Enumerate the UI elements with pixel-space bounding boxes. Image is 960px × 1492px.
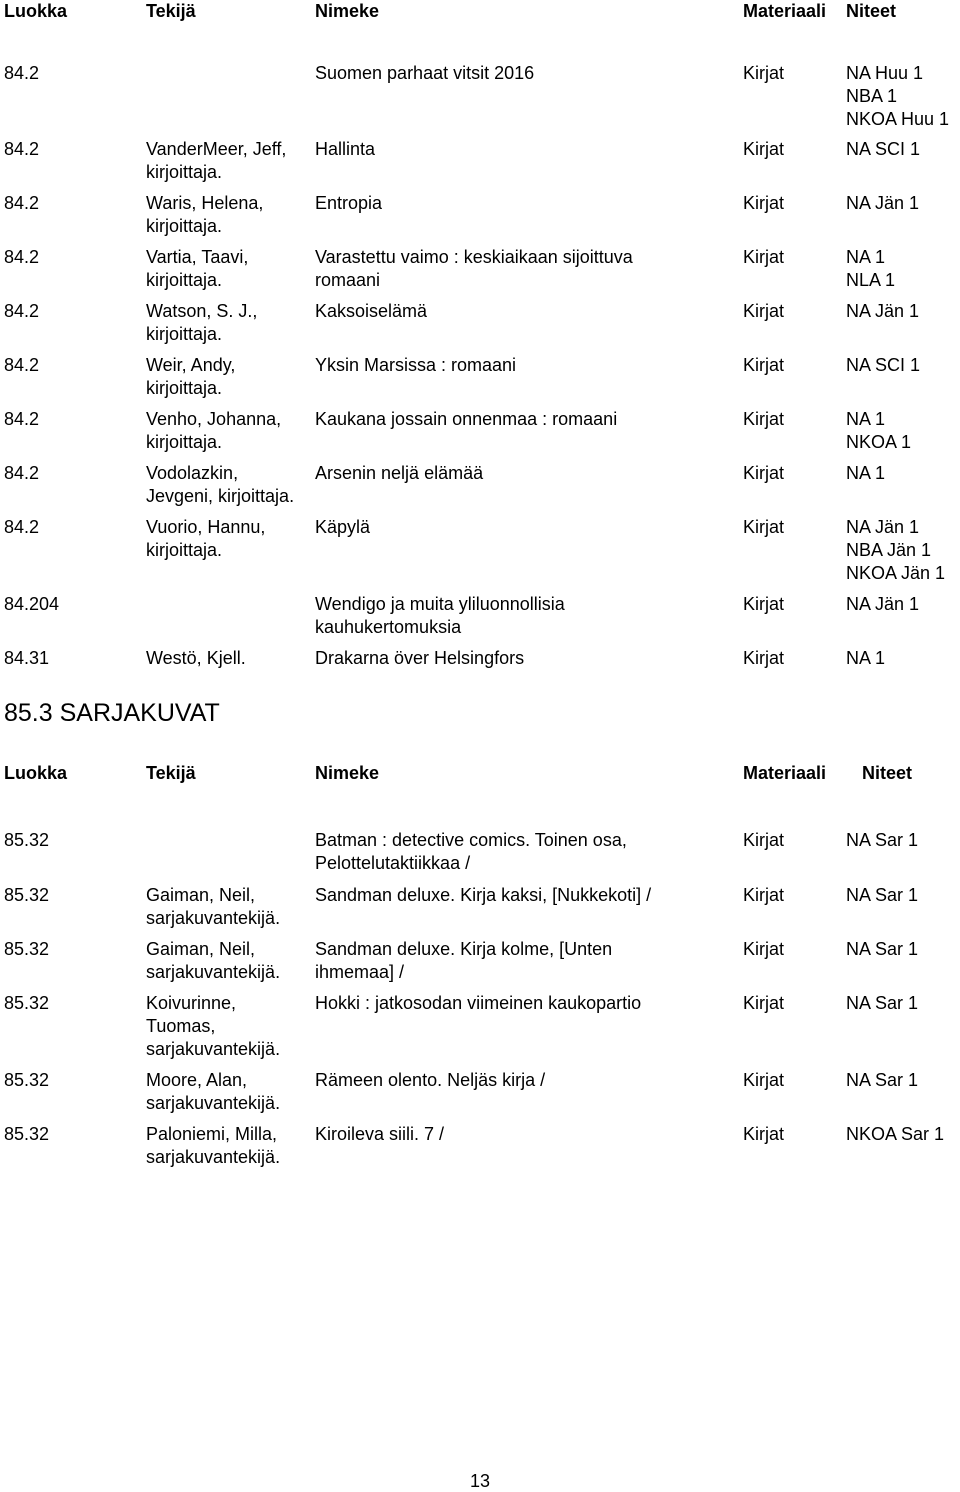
cell-nimeke: [315, 593, 735, 639]
cell-luokka: [4, 593, 142, 616]
cell-materiaali: [743, 192, 839, 215]
cell-luokka: [4, 354, 142, 377]
cell-luokka: [4, 647, 142, 670]
luokka-line: 84.2: [4, 139, 40, 159]
nimeke-line: Sandman deluxe. Kirja kaksi, [Nukkekoti] /: [315, 885, 652, 905]
tekija-line: sarjakuvantekijä.: [146, 908, 281, 928]
materiaali-line: Kirjat: [743, 355, 785, 375]
tekija-line: sarjakuvantekijä.: [146, 1147, 281, 1167]
header-tekija: Tekijä: [146, 1, 196, 21]
luokka-line: 84.2: [4, 409, 40, 429]
tekija-line: kirjoittaja.: [146, 540, 223, 560]
cell-niteet: [846, 516, 960, 585]
nimeke-line: Batman : detective comics. Toinen osa,: [315, 830, 627, 850]
niteet-line: NA Sar 1: [846, 885, 919, 905]
luokka-line: 84.2: [4, 247, 40, 267]
header-luokka: Luokka: [4, 1, 68, 21]
table2-header: [0, 762, 960, 784]
header-materiaali: Materiaali: [743, 763, 827, 783]
cell-tekija: [146, 938, 311, 984]
materiaali-line: Kirjat: [743, 301, 785, 321]
cell-niteet: [846, 593, 960, 616]
luokka-line: 84.2: [4, 193, 40, 213]
niteet-line: NA SCI 1: [846, 139, 921, 159]
nimeke-line: Suomen parhaat vitsit 2016: [315, 63, 535, 83]
niteet-line: NA Jän 1: [846, 193, 920, 213]
tekija-line: sarjakuvantekijä.: [146, 962, 281, 982]
tekija-line: Jevgeni, kirjoittaja.: [146, 486, 295, 506]
cell-nimeke: [315, 938, 735, 984]
cell-materiaali: [743, 829, 839, 852]
tekija-line: Vodolazkin,: [146, 463, 239, 483]
cell-luokka: [4, 300, 142, 323]
materiaali-line: Kirjat: [743, 993, 785, 1013]
cell-materiaali: [743, 647, 839, 670]
materiaali-line: Kirjat: [743, 139, 785, 159]
nimeke-line: Pelottelutaktiikkaa /: [315, 853, 471, 873]
materiaali-line: Kirjat: [743, 63, 785, 83]
cell-niteet: [846, 408, 960, 454]
niteet-line: NA 1: [846, 247, 886, 267]
cell-luokka: [4, 408, 142, 431]
cell-nimeke: [315, 300, 735, 323]
luokka-line: 84.2: [4, 463, 40, 483]
cell-nimeke: [315, 192, 735, 215]
tekija-line: Gaiman, Neil,: [146, 939, 256, 959]
cell-materiaali: [743, 1069, 839, 1092]
tekija-line: sarjakuvantekijä.: [146, 1039, 281, 1059]
luokka-line: 84.2: [4, 63, 40, 83]
luokka-line: 85.32: [4, 993, 50, 1013]
cell-materiaali: [743, 408, 839, 431]
tekija-line: Koivurinne,: [146, 993, 237, 1013]
materiaali-line: Kirjat: [743, 939, 785, 959]
niteet-line: NKOA Sar 1: [846, 1124, 945, 1144]
tekija-line: Waris, Helena,: [146, 193, 264, 213]
header-luokka: Luokka: [4, 763, 68, 783]
materiaali-line: Kirjat: [743, 517, 785, 537]
luokka-line: 84.31: [4, 648, 50, 668]
cell-luokka: [4, 938, 142, 961]
niteet-line: NKOA Huu 1: [846, 109, 950, 129]
tekija-line: kirjoittaja.: [146, 432, 223, 452]
cell-materiaali: [743, 884, 839, 907]
page-number: 13: [469, 1471, 491, 1491]
cell-luokka: [4, 1123, 142, 1146]
materiaali-line: Kirjat: [743, 648, 785, 668]
header-nimeke: Nimeke: [315, 763, 380, 783]
materiaali-line: Kirjat: [743, 830, 785, 850]
nimeke-line: Drakarna över Helsingfors: [315, 648, 525, 668]
cell-nimeke: [315, 829, 735, 875]
nimeke-line: Hallinta: [315, 139, 376, 159]
cell-niteet: [846, 829, 960, 852]
nimeke-line: Yksin Marsissa : romaani: [315, 355, 517, 375]
tekija-line: Paloniemi, Milla,: [146, 1124, 278, 1144]
materiaali-line: Kirjat: [743, 247, 785, 267]
cell-nimeke: [315, 62, 735, 85]
tekija-line: kirjoittaja.: [146, 378, 223, 398]
cell-luokka: [4, 516, 142, 539]
tekija-line: VanderMeer, Jeff,: [146, 139, 287, 159]
cell-niteet: [846, 246, 960, 292]
niteet-line: NA Sar 1: [846, 993, 919, 1013]
cell-niteet: [846, 992, 960, 1015]
nimeke-line: Kiroileva siili. 7 /: [315, 1124, 445, 1144]
cell-materiaali: [743, 246, 839, 269]
cell-luokka: [4, 246, 142, 269]
luokka-line: 85.32: [4, 939, 50, 959]
luokka-line: 85.32: [4, 1070, 50, 1090]
niteet-line: NA Sar 1: [846, 830, 919, 850]
cell-tekija: [146, 647, 311, 670]
cell-materiaali: [743, 938, 839, 961]
cell-luokka: [4, 992, 142, 1015]
cell-nimeke: [315, 408, 735, 431]
cell-nimeke: [315, 647, 735, 670]
cell-materiaali: [743, 62, 839, 85]
nimeke-line: Wendigo ja muita yliluonnollisia: [315, 594, 565, 614]
tekija-line: Vartia, Taavi,: [146, 247, 249, 267]
nimeke-line: Arsenin neljä elämää: [315, 463, 484, 483]
cell-luokka: [4, 62, 142, 85]
tekija-line: kirjoittaja.: [146, 162, 223, 182]
header-tekija: Tekijä: [146, 763, 196, 783]
cell-luokka: [4, 138, 142, 161]
cell-tekija: [146, 462, 311, 508]
cell-niteet: [846, 354, 960, 377]
tekija-line: Tuomas,: [146, 1016, 216, 1036]
cell-niteet: [846, 62, 960, 131]
cell-materiaali: [743, 300, 839, 323]
cell-materiaali: [743, 516, 839, 539]
nimeke-line: romaani: [315, 270, 381, 290]
luokka-line: 84.2: [4, 301, 40, 321]
cell-nimeke: [315, 992, 735, 1015]
luokka-line: 85.32: [4, 1124, 50, 1144]
nimeke-line: ihmemaa] /: [315, 962, 405, 982]
cell-tekija: [146, 1123, 311, 1169]
section-title: 85.3 SARJAKUVAT: [4, 699, 220, 727]
tekija-line: Weir, Andy,: [146, 355, 236, 375]
cell-tekija: [146, 884, 311, 930]
niteet-line: NA Jän 1: [846, 301, 920, 321]
header-niteet: Niteet: [862, 763, 913, 783]
cell-niteet: [846, 884, 960, 907]
table1-header: [0, 0, 960, 22]
header-niteet: Niteet: [846, 1, 897, 21]
niteet-line: NBA Jän 1: [846, 540, 932, 560]
niteet-line: NKOA 1: [846, 432, 912, 452]
cell-materiaali: [743, 138, 839, 161]
nimeke-line: kauhukertomuksia: [315, 617, 462, 637]
materiaali-line: Kirjat: [743, 463, 785, 483]
cell-nimeke: [315, 354, 735, 377]
niteet-line: NA 1: [846, 409, 886, 429]
niteet-line: NA Huu 1: [846, 63, 924, 83]
niteet-line: NA Sar 1: [846, 939, 919, 959]
tekija-line: sarjakuvantekijä.: [146, 1093, 281, 1113]
cell-tekija: [146, 516, 311, 562]
tekija-line: kirjoittaja.: [146, 324, 223, 344]
tekija-line: kirjoittaja.: [146, 270, 223, 290]
cell-tekija: [146, 408, 311, 454]
luokka-line: 84.2: [4, 355, 40, 375]
niteet-line: NLA 1: [846, 270, 896, 290]
niteet-line: NA 1: [846, 463, 886, 483]
cell-luokka: [4, 1069, 142, 1092]
niteet-line: NA Jän 1: [846, 517, 920, 537]
luokka-line: 85.32: [4, 885, 50, 905]
cell-niteet: [846, 938, 960, 961]
cell-tekija: [146, 354, 311, 400]
cell-luokka: [4, 192, 142, 215]
tekija-line: Venho, Johanna,: [146, 409, 282, 429]
tekija-line: Gaiman, Neil,: [146, 885, 256, 905]
cell-nimeke: [315, 246, 735, 292]
nimeke-line: Kaukana jossain onnenmaa : romaani: [315, 409, 618, 429]
cell-nimeke: [315, 1069, 735, 1092]
cell-materiaali: [743, 462, 839, 485]
cell-luokka: [4, 884, 142, 907]
cell-tekija: [146, 992, 311, 1061]
cell-nimeke: [315, 462, 735, 485]
tekija-line: Westö, Kjell.: [146, 648, 246, 668]
cell-luokka: [4, 829, 142, 852]
cell-tekija: [146, 138, 311, 184]
niteet-line: NA SCI 1: [846, 355, 921, 375]
niteet-line: NA Jän 1: [846, 594, 920, 614]
cell-tekija: [146, 246, 311, 292]
cell-niteet: [846, 192, 960, 215]
materiaali-line: Kirjat: [743, 409, 785, 429]
tekija-line: kirjoittaja.: [146, 216, 223, 236]
cell-luokka: [4, 462, 142, 485]
materiaali-line: Kirjat: [743, 1124, 785, 1144]
cell-niteet: [846, 1069, 960, 1092]
nimeke-line: Entropia: [315, 193, 383, 213]
header-materiaali: Materiaali: [743, 1, 827, 21]
cell-niteet: [846, 138, 960, 161]
materiaali-line: Kirjat: [743, 1070, 785, 1090]
niteet-line: NKOA Jän 1: [846, 563, 946, 583]
nimeke-line: Varastettu vaimo : keskiaikaan sijoittuva: [315, 247, 633, 267]
cell-materiaali: [743, 1123, 839, 1146]
luokka-line: 84.204: [4, 594, 60, 614]
cell-niteet: [846, 1123, 960, 1146]
cell-materiaali: [743, 992, 839, 1015]
cell-niteet: [846, 300, 960, 323]
materiaali-line: Kirjat: [743, 594, 785, 614]
cell-tekija: [146, 1069, 311, 1115]
niteet-line: NA 1: [846, 648, 886, 668]
cell-materiaali: [743, 593, 839, 616]
cell-niteet: [846, 647, 960, 670]
nimeke-line: Kaksoiselämä: [315, 301, 428, 321]
cell-nimeke: [315, 884, 735, 907]
materiaali-line: Kirjat: [743, 193, 785, 213]
cell-nimeke: [315, 1123, 735, 1146]
cell-materiaali: [743, 354, 839, 377]
materiaali-line: Kirjat: [743, 885, 785, 905]
tekija-line: Watson, S. J.,: [146, 301, 258, 321]
luokka-line: 84.2: [4, 517, 40, 537]
luokka-line: 85.32: [4, 830, 50, 850]
nimeke-line: Hokki : jatkosodan viimeinen kaukopartio: [315, 993, 642, 1013]
nimeke-line: Käpylä: [315, 517, 371, 537]
cell-nimeke: [315, 138, 735, 161]
tekija-line: Moore, Alan,: [146, 1070, 248, 1090]
nimeke-line: Sandman deluxe. Kirja kolme, [Unten: [315, 939, 613, 959]
nimeke-line: Rämeen olento. Neljäs kirja /: [315, 1070, 546, 1090]
tekija-line: Vuorio, Hannu,: [146, 517, 266, 537]
cell-niteet: [846, 462, 960, 485]
cell-tekija: [146, 192, 311, 238]
header-nimeke: Nimeke: [315, 1, 380, 21]
niteet-line: NA Sar 1: [846, 1070, 919, 1090]
cell-nimeke: [315, 516, 735, 539]
cell-tekija: [146, 300, 311, 346]
niteet-line: NBA 1: [846, 86, 898, 106]
